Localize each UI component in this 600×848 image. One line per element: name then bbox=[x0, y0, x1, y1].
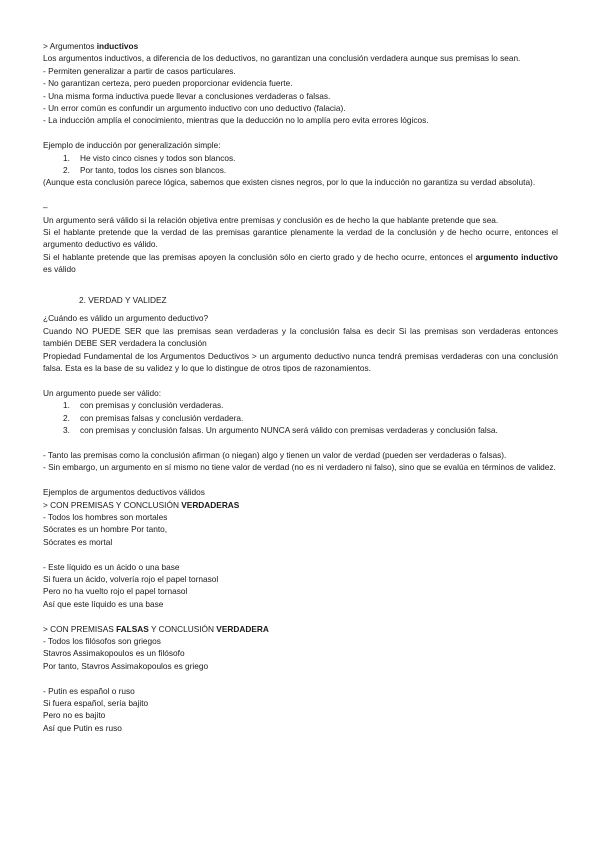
inductive-heading: > Argumentos inductivos bbox=[43, 41, 139, 51]
inductive-bullet: - No garantizan certeza, pero pueden proporcionar evidencia fuerte. bbox=[43, 78, 293, 89]
inductive-bullet: - Un error común es confundir un argumento inductivo con uno deductivo (falacia). bbox=[43, 103, 346, 114]
can-be-valid-title: Un argumento puede ser válido: bbox=[43, 387, 162, 398]
document-page bbox=[43, 40, 558, 734]
valid-cases-list bbox=[43, 399, 558, 436]
example-line: Sócrates es un hombre Por tanto, bbox=[43, 524, 168, 535]
example-line: Stavros Assimakopoulos es un filósofo bbox=[43, 648, 185, 659]
list-item: 1. con premisas y conclusión verdaderas. bbox=[63, 400, 224, 411]
answer-text: Cuando NO PUEDE SER que las premisas sean verdaderas y la conclusión falsa es decir Si las premisas son verdaderas entonces también DEBE SER verdadera la conclusión bbox=[43, 325, 558, 349]
property-text: Propiedad Fundamental de los Argumentos Deductivos > un argumento deductivo nunca tendrá premisas verdaderas con una conclusión falsa. Esta es la base de su validez y lo que lo distingue de otros tipos de razonamientos. bbox=[43, 350, 558, 374]
inductive-validity-paragraph: Si el hablante pretende que las premisas apoyen la conclusión sólo en cierto grado y de hecho ocurre, entonces el argumento inductivo es válido bbox=[43, 251, 558, 275]
inductive-bullet: - Permiten generalizar a partir de casos particulares. bbox=[43, 65, 236, 76]
example-line: - Todos los filósofos son griegos bbox=[43, 635, 161, 646]
list-item: 2. Por tanto, todos los cisnes son blancos. bbox=[63, 165, 227, 176]
separator-dash: – bbox=[43, 202, 48, 213]
truth-note: - Tanto las premisas como la conclusión afirman (o niegan) algo y tienen un valor de verdad (pueden ser verdaderas o falsas). bbox=[43, 449, 507, 460]
validity-paragraph: Si el hablante pretende que la verdad de las premisas garantice plenamente la verdad de la conclusión y de hecho ocurre, entonces el argumento deductivo es válido. bbox=[43, 227, 558, 250]
example-line: Si fuera un ácido, volvería rojo el papel tornasol bbox=[43, 573, 219, 584]
example-line: Así que este líquido es una base bbox=[43, 598, 164, 609]
example-list bbox=[43, 152, 558, 177]
group-heading-false: > CON PREMISAS FALSAS Y CONCLUSIÓN VERDADERA bbox=[43, 623, 269, 634]
group-heading-true: > CON PREMISAS Y CONCLUSIÓN VERDADERAS bbox=[43, 499, 240, 510]
example-note: (Aunque esta conclusión parece lógica, sabemos que existen cisnes negros, por lo que la inducción no garantiza su verdad absoluta). bbox=[43, 177, 536, 188]
list-item: 1. He visto cinco cisnes y todos son blancos. bbox=[63, 152, 236, 163]
example-line: Si fuera español, sería bajito bbox=[43, 697, 149, 708]
example-line: - Putin es español o ruso bbox=[43, 685, 135, 696]
example-line: - Todos los hombres son mortales bbox=[43, 511, 168, 522]
truth-note: - Sin embargo, un argumento en sí mismo no tiene valor de verdad (no es ni verdadero ni falso), sino que se evalúa en términos de validez. bbox=[43, 462, 556, 473]
example-line: Pero no es bajito bbox=[43, 710, 106, 721]
section-heading: 2. VERDAD Y VALIDEZ bbox=[79, 295, 167, 306]
inductive-intro: Los argumentos inductivos, a diferencia de los deductivos, no garantizan una conclusión verdadera aunque sus premisas lo sean. bbox=[43, 53, 521, 64]
example-line: Pero no ha vuelto rojo el papel tornasol bbox=[43, 586, 188, 597]
inductive-bullet: - Una misma forma inductiva puede llevar a conclusiones verdaderas o falsas. bbox=[43, 90, 331, 101]
validity-paragraph: Un argumento será válido si la relación objetiva entre premisas y conclusión es de hecho la que hablante pretende que sea. bbox=[43, 214, 499, 225]
example-line: Así que Putin es ruso bbox=[43, 722, 122, 733]
examples-title: Ejemplos de argumentos deductivos válidos bbox=[43, 487, 205, 498]
list-item: 3. con premisas y conclusión falsas. Un argumento NUNCA será válido con premisas verdaderas y conclusión falsa. bbox=[63, 425, 498, 436]
list-item: 2. con premisas falsas y conclusión verdadera. bbox=[63, 412, 244, 423]
example-line: - Este líquido es un ácido o una base bbox=[43, 561, 180, 572]
question-text: ¿Cuándo es válido un argumento deductivo? bbox=[43, 313, 209, 324]
example-line: Por tanto, Stavros Assimakopoulos es griego bbox=[43, 660, 209, 671]
example-title: Ejemplo de inducción por generalización simple: bbox=[43, 140, 221, 151]
example-line: Sócrates es mortal bbox=[43, 536, 113, 547]
inductive-bullet: - La inducción amplía el conocimiento, mientras que la deducción no lo amplía pero evita errores lógicos. bbox=[43, 115, 429, 126]
